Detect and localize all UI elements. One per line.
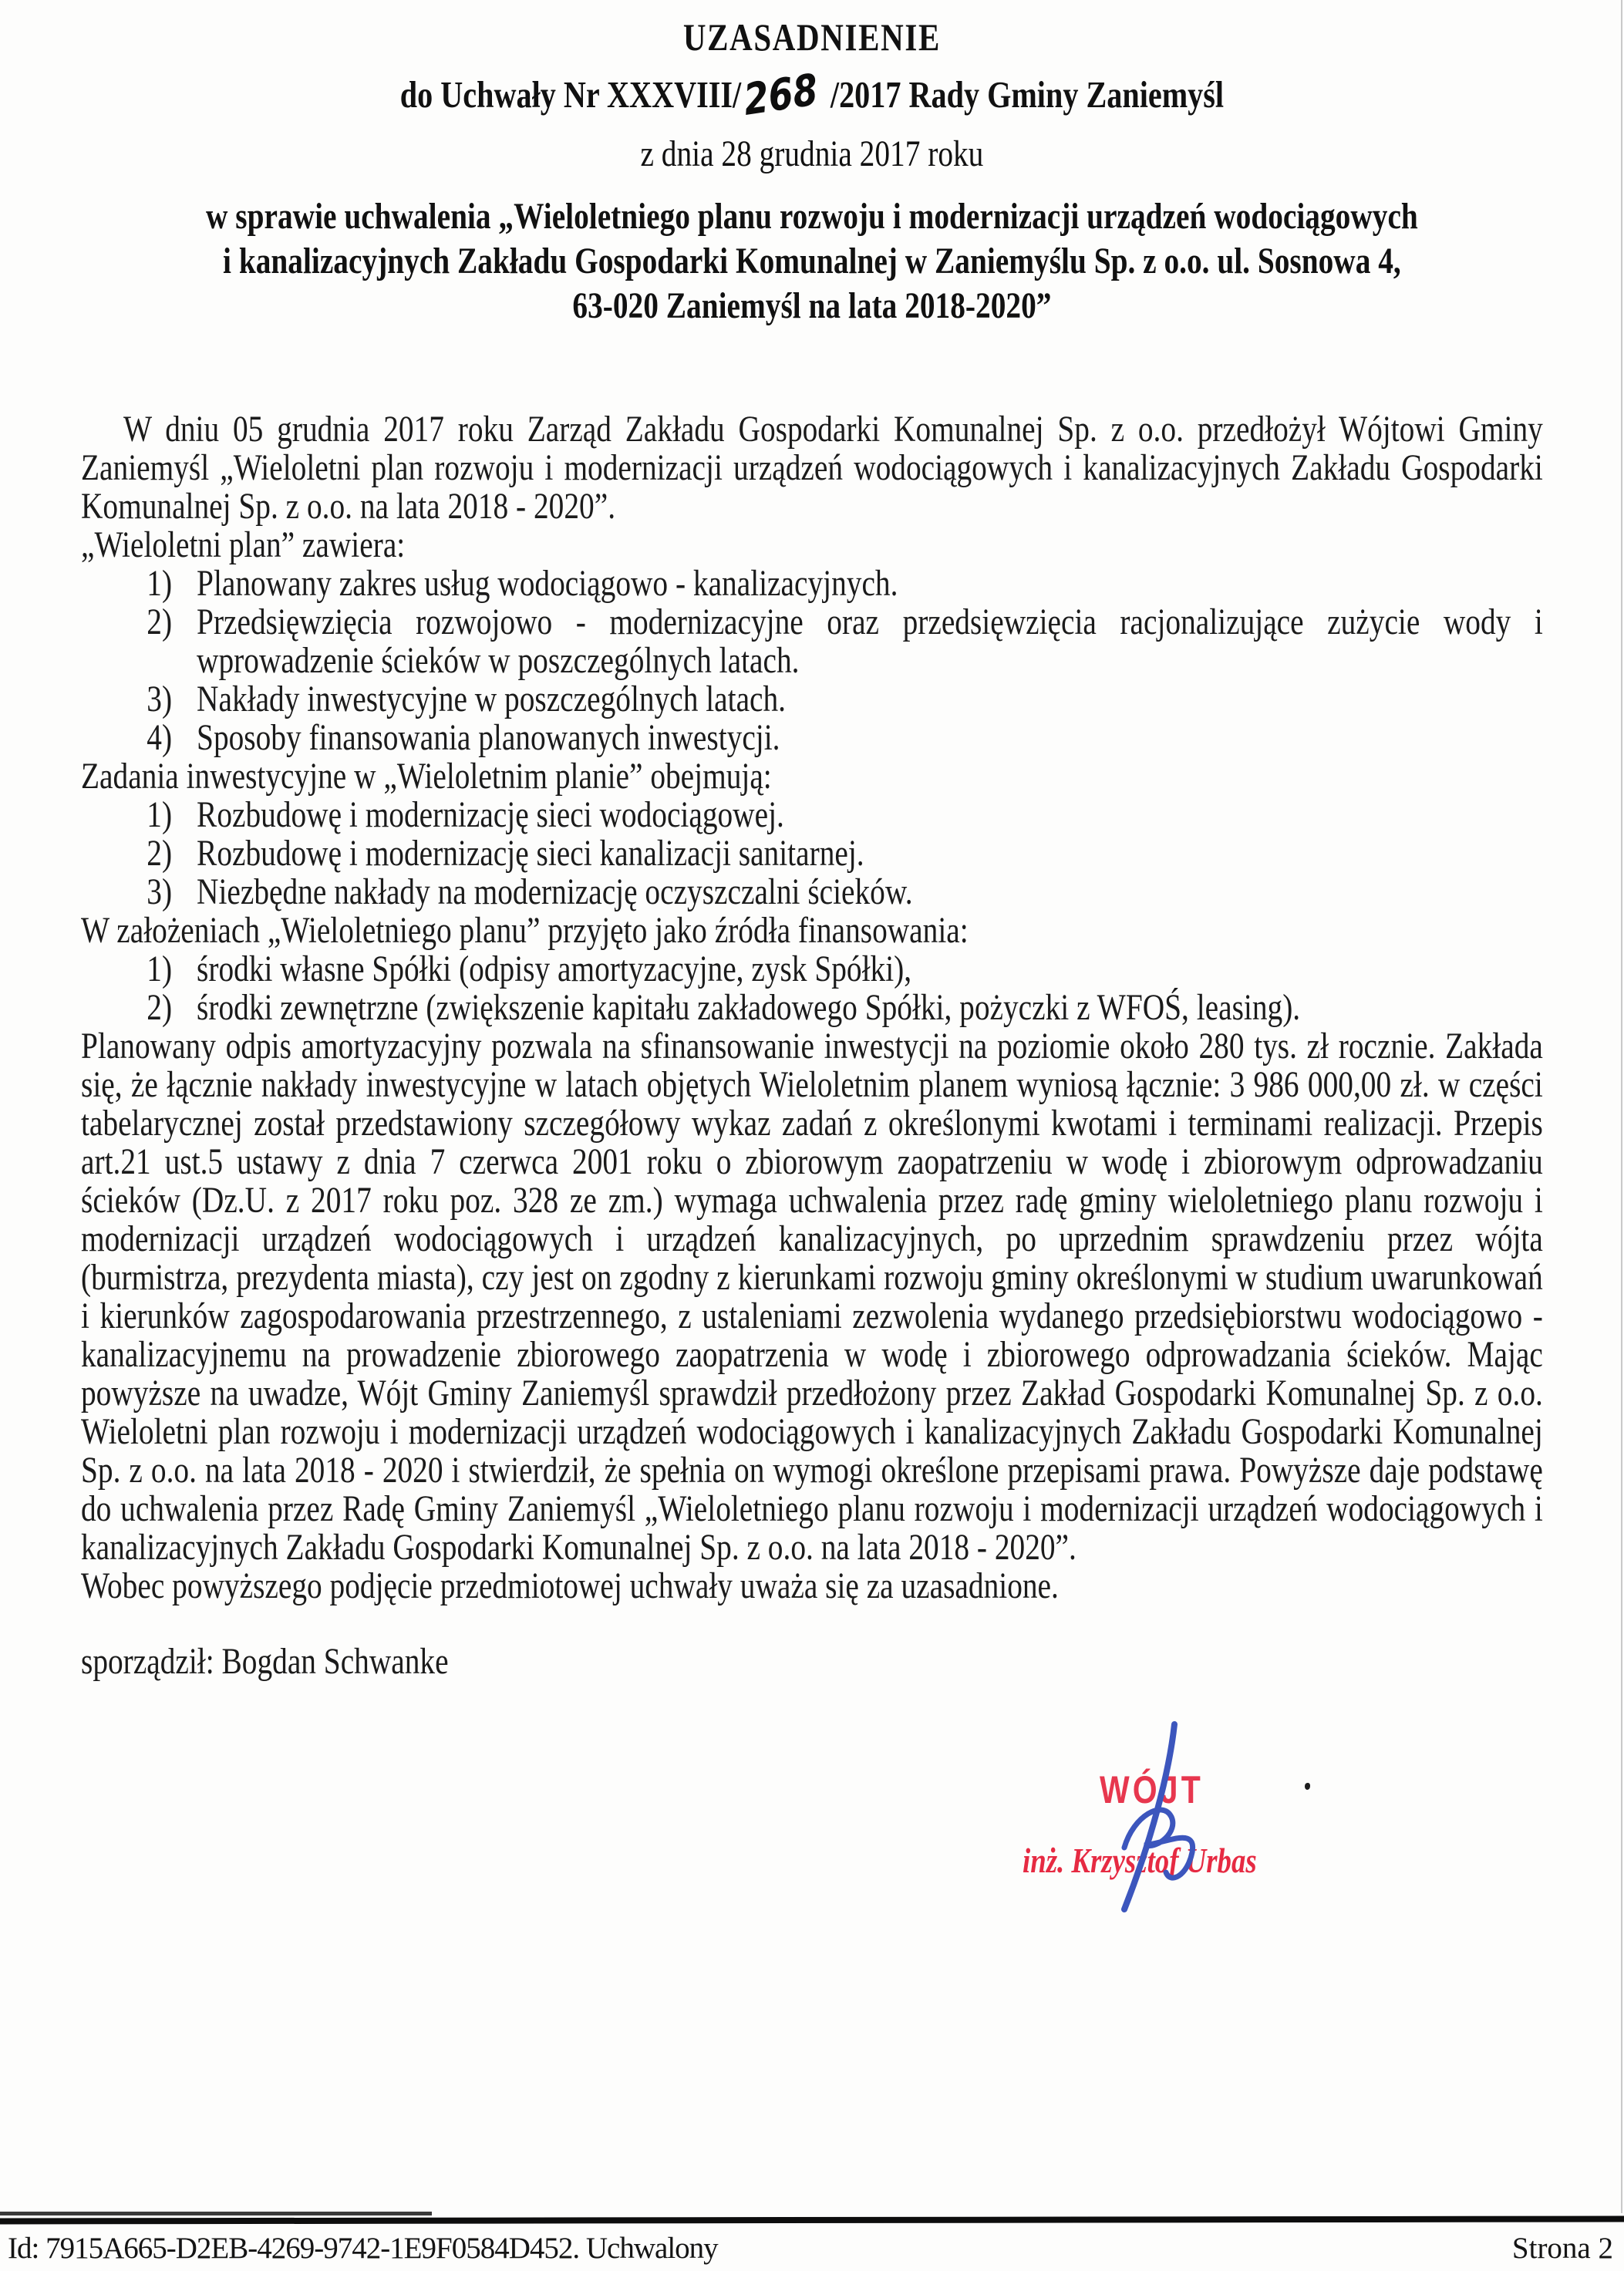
scan-edge-artifact bbox=[1621, 0, 1622, 2213]
main-paragraph: Planowany odpis amortyzacyjny pozwala na sfinansowanie inwestycji na poziomie około 280 tys. zł rocznie. Zakłada się, że łącznie nakłady inwestycyjne w latach objętych Wieloletnim planem wyniosą łącznie: 3 986 000,00 zł. w części tabelarycznej został przedstawiony szczegółowy wykaz zadań z określonymi kwotami i terminami realizacji. Przepis art.21 ust.5 ustawy z dnia 7 czerwca 2001 roku o zbiorowym zaopatrzeniu w wodę i zbiorowym odprowadzaniu ścieków (Dz.U. z 2017 roku poz. 328 ze zm.) wymaga uchwalenia przez radę gminy wieloletniego planu rozwoju i modernizacji urządzeń wodociągowych i urządzeń kanalizacyjnych, po uprzednim sprawdzeniu przez wójta (burmistrza, prezydenta miasta), czy jest on zgodny z kierunkami rozwoju gminy określonymi w studium uwarunkowań i kierunków zagospodarowania przestrzennego, z ustaleniami zezwolenia wydanego przedsiębiorstwu wodociągowo - kanalizacyjnemu na prowadzenie zbiorowego zaopatrzenia w wodę i zbiorowego odprowadzania ścieków. Mając powyższe na uwadze, Wójt Gminy Zaniemyśl sprawdził przedłożony przez Zakład Gospodarki Komunalnej Sp. z o.o. Wieloletni plan rozwoju i modernizacji urządzeń wodociągowych i kanalizacyjnych Zakładu Gospodarki Komunalnej Sp. z o.o. na lata 2018 - 2020 i stwierdził, że spełnia on wymogi określone przepisami prawa. Powyższe daje podstawę do uchwalenia przez Radę Gminy Zaniemyśl „Wieloletniego planu rozwoju i modernizacji urządzeń wodociągowych i kanalizacyjnych Zakładu Gospodarki Komunalnej Sp. z o.o. na lata 2018 - 2020”. bbox=[81, 1026, 1543, 1568]
intro-paragraph: W dniu 05 grudnia 2017 roku Zarząd Zakładu Gospodarki Komunalnej Sp. z o.o. przedłożył Wójtowi Gminy Zaniemyśl „Wieloletni plan rozwoju i modernizacji urządzeń wodociągowych i kanalizacyjnych Zakładu Gospodarki Komunalnej Sp. z o.o. na lata 2018 - 2020”. bbox=[81, 409, 1543, 527]
subject-line-2: i kanalizacyjnych Zakładu Gospodarki Komunalnej w Zaniemyślu Sp. z o.o. ul. Sosnowa 4, bbox=[223, 241, 1401, 281]
document-content bbox=[81, 0, 1543, 1681]
financing-list bbox=[81, 950, 1543, 1027]
list-item: Przedsięwzięcia rozwojowo - modernizacyjne oraz przedsięwzięcia racjonalizujące zużycie wody i wprowadzenie ścieków w poszczególnych latach. bbox=[197, 601, 1543, 681]
plan-contains-list bbox=[81, 564, 1543, 757]
pen-signature-icon bbox=[1095, 1718, 1257, 1919]
list-item: Sposoby finansowania planowanych inwestycji. bbox=[197, 717, 780, 758]
list-item: Rozbudowę i modernizację sieci kanalizacji sanitarnej. bbox=[197, 833, 864, 874]
tasks-list bbox=[81, 796, 1543, 911]
resolution-reference-prefix: do Uchwały Nr XXXVIII/ bbox=[399, 73, 742, 116]
list-item: Planowany zakres usług wodociągowo - kanalizacyjnych. bbox=[197, 563, 898, 604]
ink-speck bbox=[1305, 1783, 1310, 1790]
subject-line-1: w sprawie uchwalenia „Wieloletniego planu rozwoju i modernizacji urządzeń wodociągowych bbox=[206, 196, 1418, 237]
handwritten-resolution-number: 268 bbox=[741, 65, 820, 126]
mayor-stamp-title: WÓJT bbox=[1100, 1768, 1204, 1811]
closing-paragraph: Wobec powyższego podjęcie przedmiotowej uchwały uważa się za uzasadnione. bbox=[81, 1565, 1059, 1606]
resolution-reference-suffix: /2017 Rady Gminy Zaniemyśl bbox=[822, 73, 1225, 116]
footer-rule-artifact bbox=[0, 2212, 432, 2215]
prepared-by-line: sporządził: Bogdan Schwanke bbox=[81, 1641, 449, 1682]
footer-document-id: Id: 7915A665-D2EB-4269-9742-1E9F0584D452. Uchwalony bbox=[8, 2232, 718, 2265]
list-item: Niezbędne nakłady na modernizację oczyszczalni ścieków. bbox=[197, 871, 913, 912]
list-item: środki własne Spółki (odpisy amortyzacyjne, zysk Spółki), bbox=[197, 948, 912, 989]
financing-label: W założeniach „Wieloletniego planu” przyjęto jako źródła finansowania: bbox=[81, 910, 969, 951]
resolution-date-line: z dnia 28 grudnia 2017 roku bbox=[640, 133, 984, 174]
page-title: UZASADNIENIE bbox=[682, 15, 941, 59]
footer-page-number: Strona 2 bbox=[1511, 2232, 1613, 2265]
list-item: Rozbudowę i modernizację sieci wodociągowej. bbox=[197, 794, 784, 835]
mayor-stamp-name: inż. Krzysztof Urbas bbox=[1023, 1841, 1257, 1880]
resolution-subject bbox=[81, 194, 1543, 329]
tasks-label: Zadania inwestycyjne w „Wieloletnim planie” obejmują: bbox=[81, 756, 772, 797]
document-header bbox=[81, 0, 1543, 329]
subject-line-3: 63-020 Zaniemyśl na lata 2018-2020” bbox=[572, 285, 1052, 326]
plan-contains-label: „Wieloletni plan” zawiera: bbox=[81, 524, 406, 565]
resolution-reference-line bbox=[81, 65, 1543, 126]
list-item: środki zewnętrzne (zwiększenie kapitału zakładowego Spółki, pożyczki z WFOŚ, leasing). bbox=[197, 987, 1301, 1028]
footer-rule bbox=[0, 2216, 1624, 2225]
document-body bbox=[81, 410, 1543, 1681]
signature-block bbox=[1023, 1718, 1511, 1949]
list-item: Nakłady inwestycyjne w poszczególnych latach. bbox=[197, 679, 787, 719]
